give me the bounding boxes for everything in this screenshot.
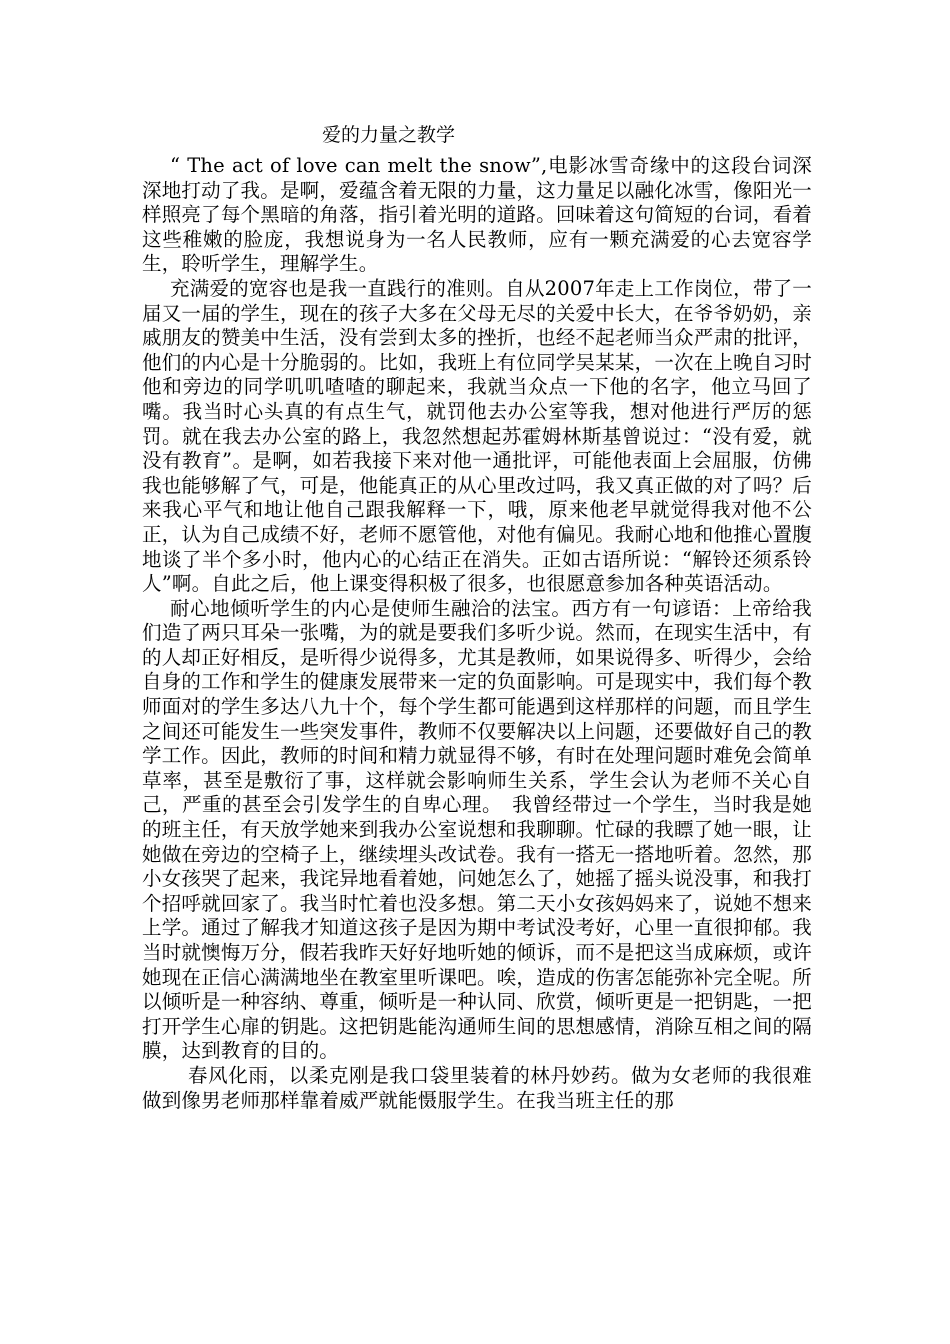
paragraph-intro: “ The act of love can melt the snow”,电影冰雪奇缘中的这段台词深深地打动了我。是啊，爱蕴含着无限的力量，这力量足以融化冰雪，像阳光一样照亮了每个黑暗的角落，指引着光明的道路。回味着这句简短的台词，看着这些稚嫩的脸庞，我想说身为一名人民教师，应有一颗充满爱的心去宽容学生，聆听学生，理解学生。: [142, 154, 812, 276]
paragraph-listening: 耐心地倾听学生的内心是使师生融洽的法宝。西方有一句谚语：上帝给我们造了两只耳朵一张嘴，为的就是要我们多听少说。然而，在现实生活中，有的人却正好相反，是听得少说得多，尤其是教师，如果说得多、听得少，会给自身的工作和学生的健康发展带来一定的负面影响。可是现实中，我们每个教师面对的学生多达八九十个，每个学生都可能遇到这样那样的问题，而且学生之间还可能发生一些突发事件，教师不仅要解决以上问题，还要做好自己的教学工作。因此，教师的时间和精力就显得不够，有时在处理问题时难免会简单草率，甚至是敷衍了事，这样就会影响师生关系，学生会认为老师不关心自己，严重的甚至会引发学生的自卑心理。 我曾经带过一个学生，当时我是她的班主任，有天放学她来到我办公室说想和我聊聊。忙碌的我瞟了她一眼，让她做在旁边的空椅子上，继续埋头改试卷。我有一搭无一搭地听着。忽然，那小女孩哭了起来，我诧异地看着她，问她怎么了，她摇了摇头说没事，和我打个招呼就回家了。我当时忙着也没多想。第二天小女孩妈妈来了，说她不想来上学。通过了解我才知道这孩子是因为期中考试没考好，心里一直很抑郁。我当时就懊悔万分，假若我昨天好好地听她的倾诉，而不是把这当成麻烦，或许她现在正信心满满地坐在教室里听课吧。唉，造成的伤害怎能弥补完全呢。所以倾听是一种容纳、尊重，倾听是一种认同、欣赏，倾听更是一把钥匙，一把打开学生心扉的钥匙。这把钥匙能沟通师生间的思想感情，消除互相之间的隔膜，达到教育的目的。: [142, 596, 812, 1063]
paragraph-gentleness: 春风化雨，以柔克刚是我口袋里装着的林丹妙药。做为女老师的我很难做到像男老师那样靠着威严就能慑服学生。在我当班主任的那: [142, 1063, 812, 1112]
document-title: 爱的力量之教学: [322, 124, 456, 146]
document-page: [142, 120, 812, 1113]
paragraph-tolerance: 充满爱的宽容也是我一直践行的准则。自从2007年走上工作岗位，带了一届又一届的学生，现在的孩子大多在父母无尽的关爱中长大，在爷爷奶奶，亲戚朋友的赞美中生活，没有尝到太多的挫折，也经不起老师当众严肃的批评，他们的内心是十分脆弱的。比如，我班上有位同学吴某某，一次在上晚自习时他和旁边的同学叽叽喳喳的聊起来，我就当众点一下他的名字，他立马回了嘴。我当时心头真的有点生气，就罚他去办公室等我，想对他进行严厉的惩罚。就在我去办公室的路上，我忽然想起苏霍姆林斯基曾说过：“没有爱，就没有教育”。是啊，如若我接下来对他一通批评，可能他表面上会屈服，仿佛我也能够解了气，可是，他能真正的从心里改过吗，我又真正做的对了吗？后来我心平气和地让他自己跟我解释一下，哦，原来他老早就觉得我对他不公正，认为自己成绩不好，老师不愿管他，对他有偏见。我耐心地和他推心置腹地谈了半个多小时，他内心的心结正在消失。正如古语所说：“解铃还须系铃人”啊。自此之后，他上课变得积极了很多，也很愿意参加各种英语活动。: [142, 276, 812, 596]
